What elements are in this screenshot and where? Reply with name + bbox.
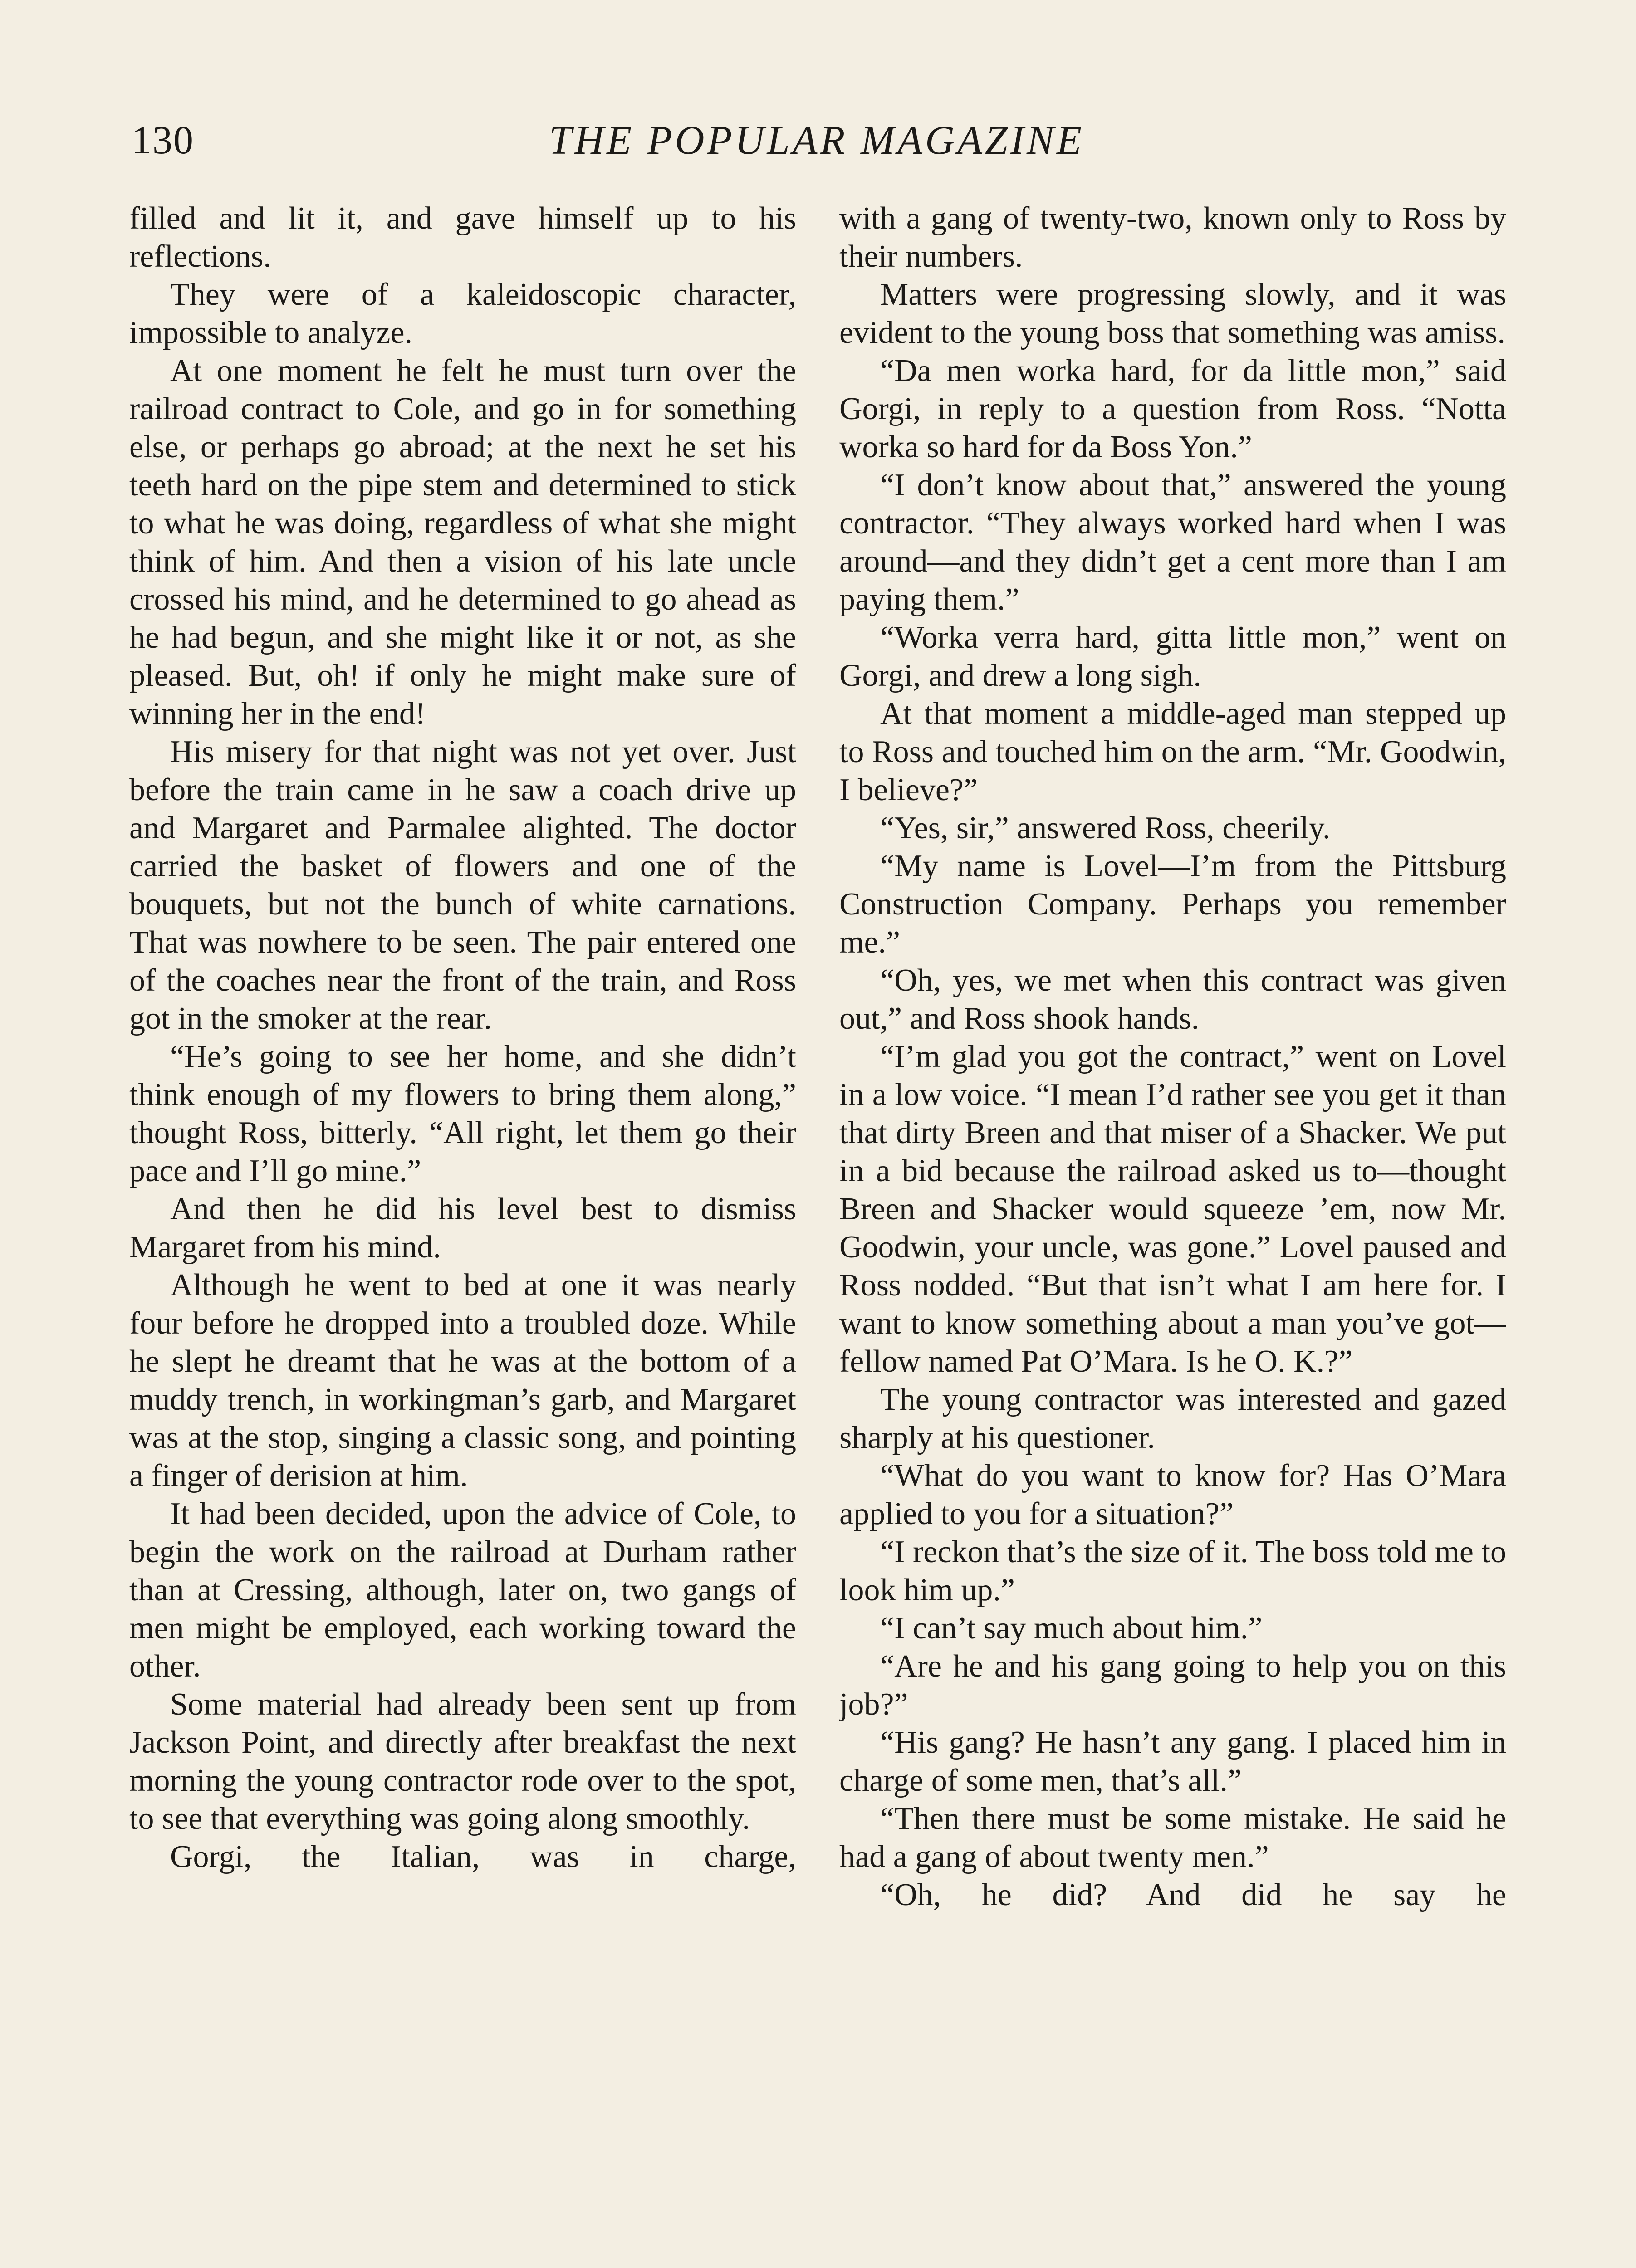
paragraph: And then he did his level best to dismiss Margaret from his mind. [129,1192,796,1265]
paragraph: “What do you want to know for? Has O’Mara applied to you for a situation?” [839,1458,1506,1531]
running-head [132,113,1502,168]
paragraph: “He’s going to see her home, and she didn’t think enough of my flowers to bring them along,” thought Ross, bitterly. “All right, let them go their pace and I’ll go mine.” [129,1039,796,1188]
paragraph: “I reckon that’s the size of it. The boss told me to look him up.” [839,1535,1506,1608]
paragraph: “Da men worka hard, for da little mon,” said Gorgi, in reply to a question from Ross. “Notta worka so hard for da Boss Yon.” [839,353,1506,464]
paragraph: “I don’t know about that,” answered the young contractor. “They always worked hard when I was around—and they didn’t get a cent more than I am paying them.” [839,468,1506,617]
paragraph: filled and lit it, and gave himself up to his reflections. [129,201,796,274]
text-column-right [839,200,1506,2268]
paragraph: His misery for that night was not yet over. Just before the train came in he saw a coach drive up and Margaret and Parmalee alighted. The doctor carried the basket of flowers and one of the bouquets, but not the bunch of white carnations. That was nowhere to be seen. The pair entered one of the coaches near the front of the train, and Ross got in the smoker at the rear. [129,734,796,1036]
paragraph: At one moment he felt he must turn over the railroad contract to Cole, and go in for something else, or perhaps go abroad; at the next he set his teeth hard on the pipe stem and determined to stick to what he was doing, regardless of what she might think of him. And then a vision of his late uncle crossed his mind, and he determined to go ahead as he had begun, and she might like it or not, as she pleased. But, oh! if only he might make sure of winning her in the end! [129,353,796,731]
paragraph: Matters were progressing slowly, and it was evident to the young boss that something was amiss. [839,277,1506,350]
paragraph: Gorgi, the Italian, was in charge, [170,1839,796,1874]
paragraph: Some material had already been sent up from Jackson Point, and directly after breakfast the next morning the young contractor rode over to the spot, to see that everything was going along smoothly. [129,1687,796,1836]
paragraph: “Oh, he did? And did he say he [880,1877,1506,1912]
paragraph: At that moment a middle-aged man stepped up to Ross and touched him on the arm. “Mr. Goodwin, I believe?” [839,696,1506,807]
text-column-left [129,200,796,2268]
paragraph: with a gang of twenty-two, known only to Ross by their numbers. [839,201,1506,274]
paragraph: “Are he and his gang going to help you on this job?” [839,1649,1506,1722]
paragraph: Although he went to bed at one it was nearly four before he dropped into a troubled doze. While he slept he dreamt that he was at the bottom of a muddy trench, in workingman’s garb, and Margaret was at the stop, singing a classic song, and pointing a finger of derision at him. [129,1268,796,1493]
magazine-title: THE POPULAR MAGAZINE [549,118,1084,163]
paragraph: It had been decided, upon the advice of Cole, to begin the work on the railroad at Durham rather than at Cressing, although, later on, two gangs of men might be employed, each working toward the other. [129,1496,796,1684]
paragraph: “Then there must be some mistake. He said he had a gang of about twenty men.” [839,1801,1506,1874]
paragraph: “Yes, sir,” answered Ross, cheerily. [880,811,1331,846]
paragraph: “Worka verra hard, gitta little mon,” went on Gorgi, and drew a long sigh. [839,620,1506,693]
paragraph: “I’m glad you got the contract,” went on Lovel in a low voice. “I mean I’d rather see you get it than that dirty Breen and that miser of a Shacker. We put in a bid because the railroad asked us to—thought Breen and Shacker would squeeze ’em, now Mr. Goodwin, your uncle, was gone.” Lovel paused and Ross nodded. “But that isn’t what I am here for. I want to know something about a man you’ve got—fellow named Pat O’Mara. Is he O. K.?” [839,1039,1506,1379]
paragraph: The young contractor was interested and gazed sharply at his questioner. [839,1382,1506,1455]
paragraph: “Oh, yes, we met when this contract was given out,” and Ross shook hands. [839,963,1506,1036]
paragraph: They were of a kaleidoscopic character, impossible to analyze. [129,277,796,350]
paragraph: “I can’t say much about him.” [880,1611,1263,1646]
paragraph: “My name is Lovel—I’m from the Pittsburg Construction Company. Perhaps you remember me.” [839,849,1506,960]
page-number: 130 [132,118,194,162]
paragraph: “His gang? He hasn’t any gang. I placed him in charge of some men, that’s all.” [839,1725,1506,1798]
